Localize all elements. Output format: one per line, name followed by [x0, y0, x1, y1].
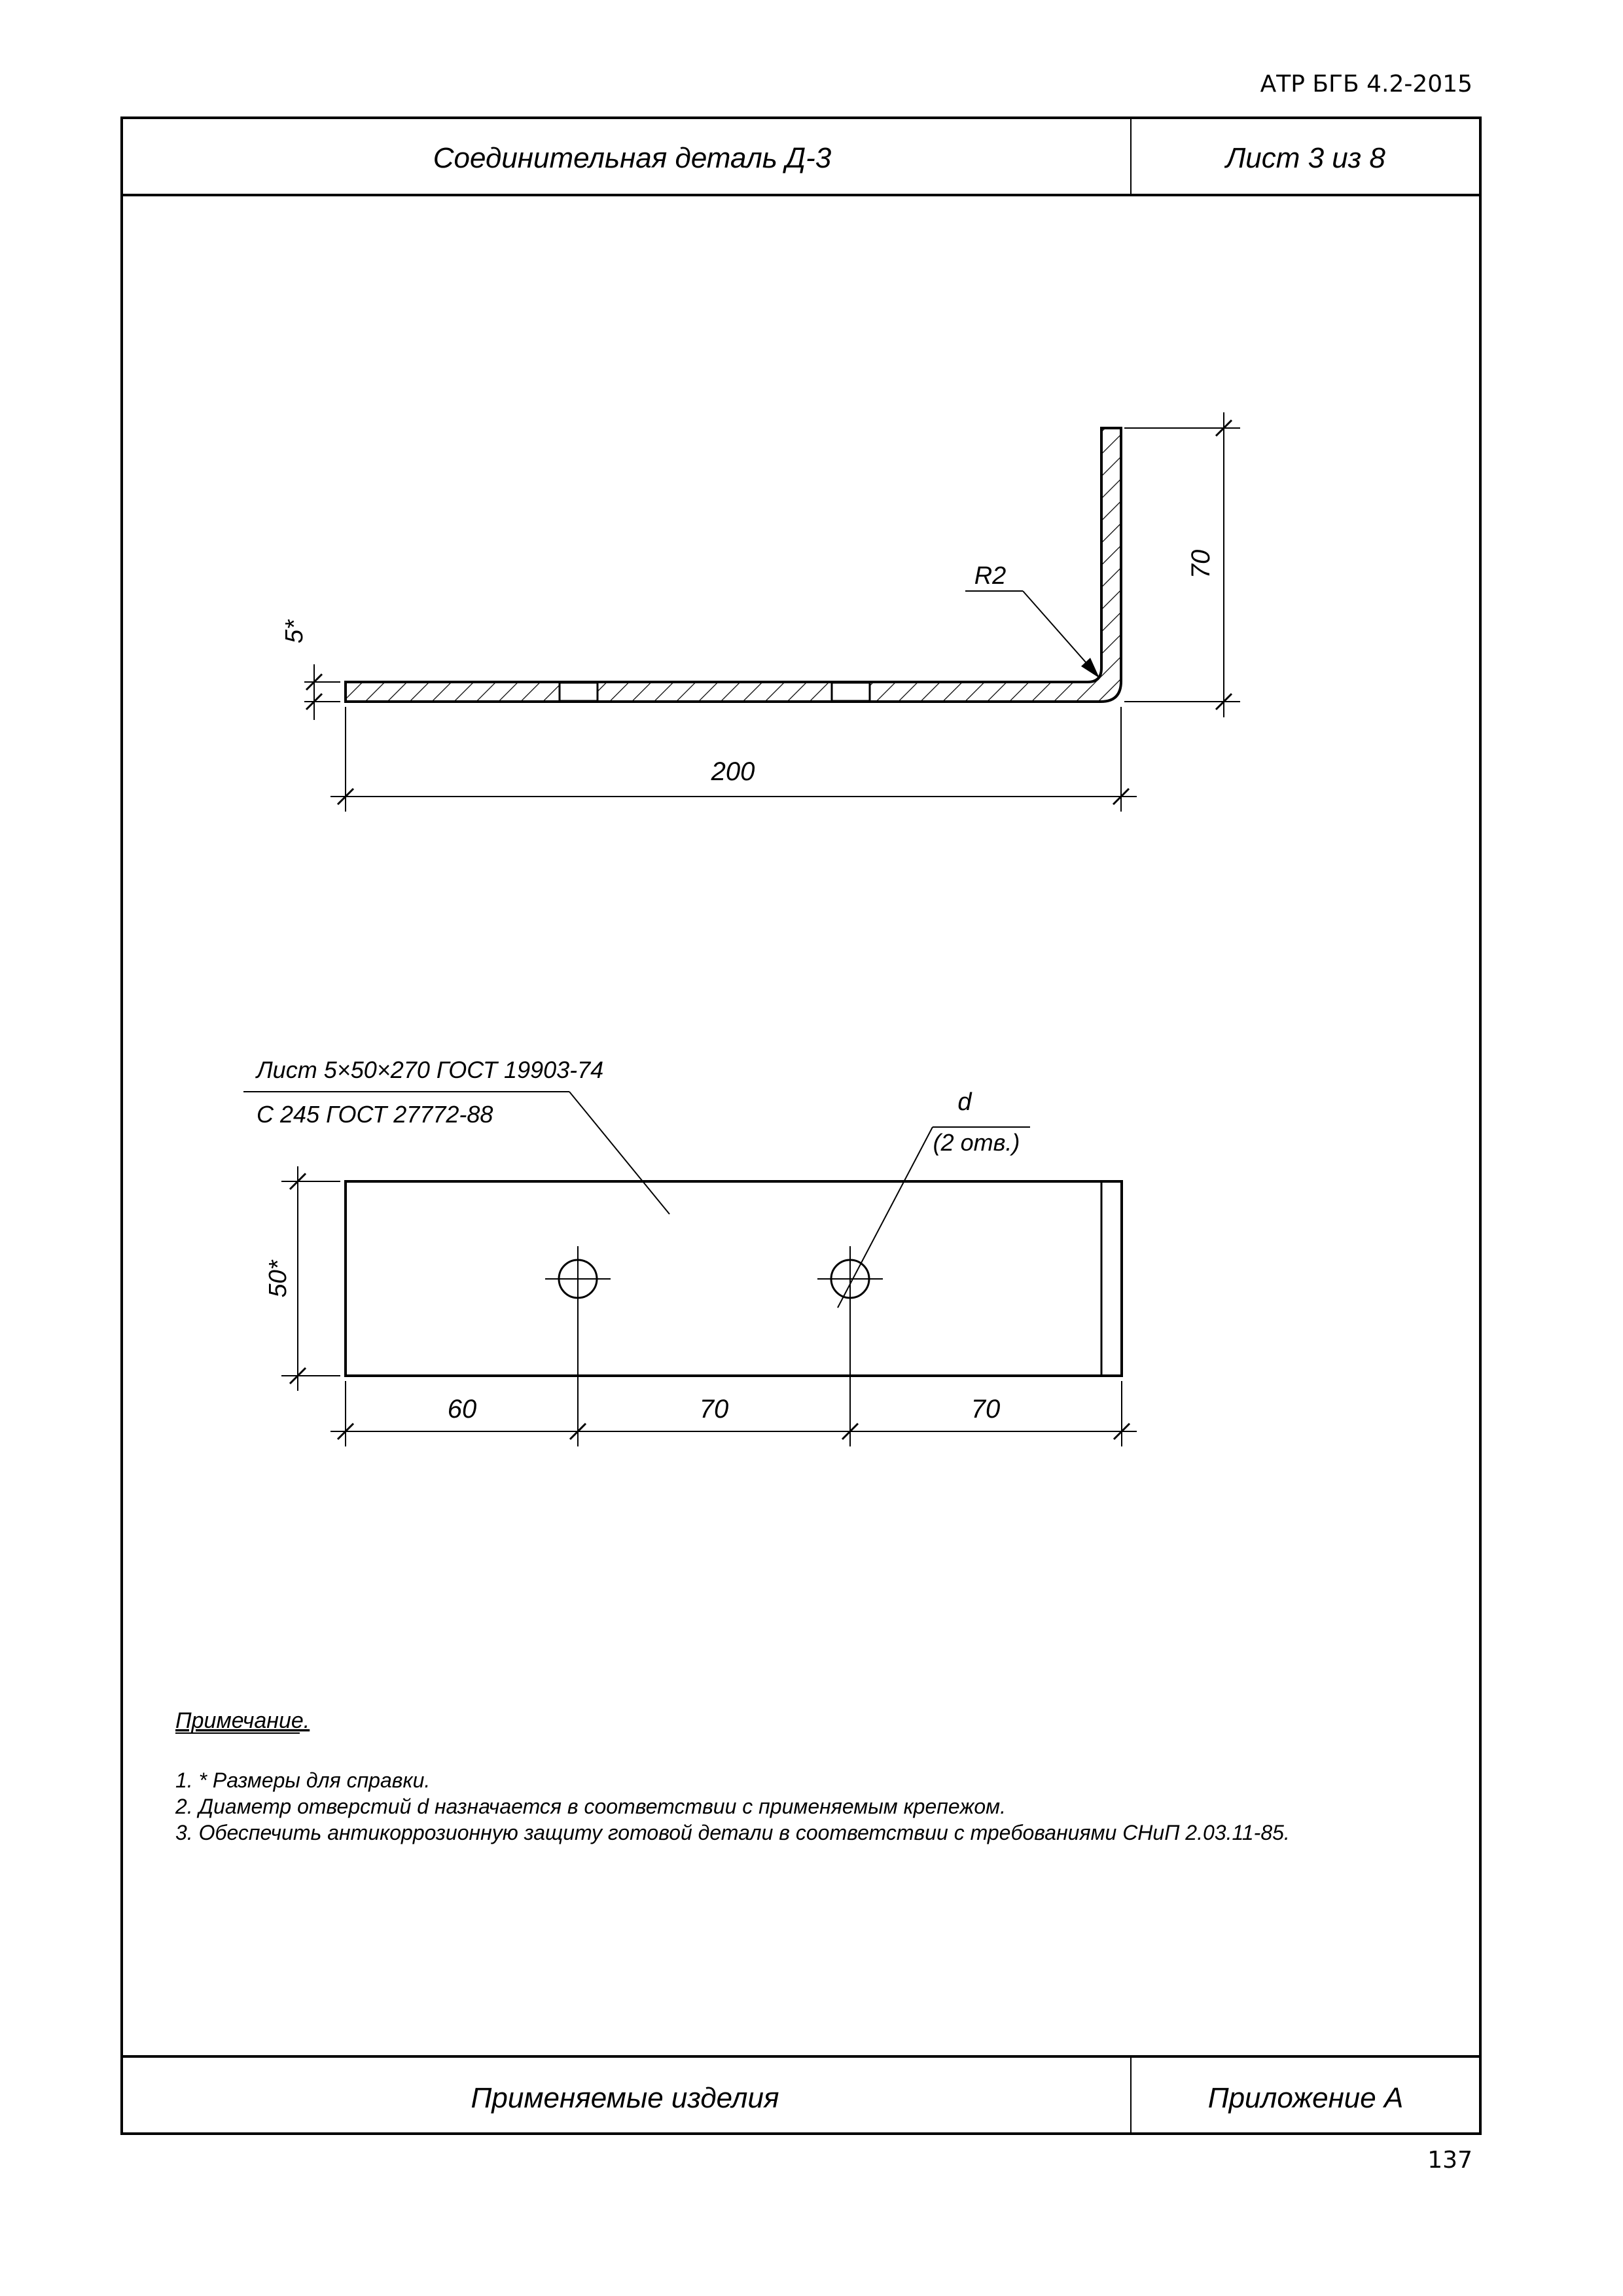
page-number: 137	[1427, 2147, 1472, 2174]
length-label: 200	[711, 757, 755, 786]
dim-label-2: 70	[699, 1395, 729, 1424]
side-view	[281, 412, 1240, 812]
material-line-1: Лист 5×50×270 ГОСТ 19903-74	[257, 1056, 604, 1083]
note-item-3: 3. Обеспечить антикоррозионную защиту готовой детали в соответствии с требованиями СНиП 2.03.11-85.	[175, 1821, 1290, 1844]
height-dimension	[1124, 412, 1240, 717]
note-item-2: 2. Диаметр отверстий d назначается в соответствии с применяемым крепежом.	[175, 1795, 1006, 1818]
dim-label-1: 60	[447, 1395, 477, 1424]
notes-heading: Примечание.	[175, 1708, 310, 1733]
width-label: 50*	[264, 1260, 292, 1298]
height-label: 70	[1186, 549, 1215, 579]
drawing-title: Соединительная деталь Д-3	[433, 142, 832, 174]
note-item-1: 1. * Размеры для справки.	[175, 1768, 431, 1792]
footer-title: Применяемые изделия	[471, 2082, 779, 2114]
hole-1	[545, 1246, 611, 1312]
dim-label-3: 70	[971, 1395, 1001, 1424]
material-line-2: С 245 ГОСТ 27772-88	[257, 1101, 493, 1128]
thickness-dimension	[304, 664, 340, 720]
notes	[175, 1708, 1290, 1844]
thickness-label: 5*	[281, 620, 308, 643]
sheet-number: Лист 3 из 8	[1226, 142, 1385, 174]
hole-diameter-label: d	[957, 1088, 972, 1116]
appendix-label: Приложение А	[1207, 2082, 1404, 2114]
radius-leader	[965, 591, 1099, 678]
hole-gap-1	[560, 683, 597, 701]
document-code: АТР БГБ 4.2-2015	[1260, 71, 1472, 98]
plan-view	[243, 1056, 1137, 1446]
hole-2	[817, 1246, 883, 1312]
plate-outline	[346, 1181, 1122, 1376]
hole-count-label: (2 отв.)	[933, 1129, 1020, 1156]
radius-label: R2	[974, 562, 1007, 590]
hole-gap-2	[832, 683, 870, 701]
